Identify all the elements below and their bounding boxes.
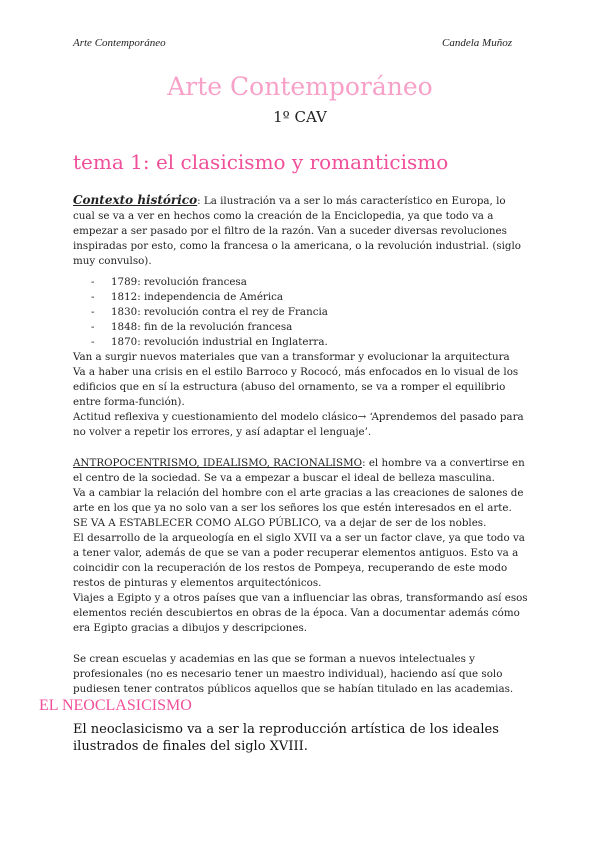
antropocentrismo-text: : el hombre va a convertirse en el centro de la sociedad. Se va a empezar a buscar el ideal de belleza masculina. [73, 457, 525, 484]
antropocentrismo-label: ANTROPOCENTRISMO, IDEALISMO, RACIONALISMO [73, 457, 363, 469]
paragraph-academias: Se crean escuelas y academias en las que se forman a nuevos intelectuales y profesionales (no es necesario tener un maestro individual), haciendo así que solo pudiesen tener contratos públicos aquellos que se habían titulado en las academias. [73, 653, 514, 695]
body-text [73, 193, 529, 697]
list-item: - 1812: independencia de América [91, 290, 529, 305]
list-item: - 1870: revolución industrial en Inglaterra. [91, 335, 529, 350]
header-course: Arte Contemporáneo [73, 37, 166, 49]
paragraph-actitud-reflexiva: Actitud reflexiva y cuestionamiento del modelo clásico→ ‘Aprendemos del pasado para no volver a repetir los errores, y así adaptar el lenguaje’. [73, 411, 524, 438]
paragraph-arqueologia: El desarrollo de la arqueología en el siglo XVII va a ser un factor clave, ya que todo va a tener valor, además de que se van a poder recuperar elementos antiguos. Esto va a coincidir con la recuperación de los restos de Pompeya, recuperando de este modo restos de pinturas y elementos arquitectónicos. [73, 532, 525, 589]
contexto-text: : La ilustración va a ser lo más característico en Europa, lo cual se va a ver en hechos como la creación de la Enciclopedia, ya que todo va a empezar a ser pasado por el filtro de la razón. Van a suceder diversas revoluciones inspiradas por esto, como la francesa o la americana, o la revolución industrial. (siglo muy convulso). [73, 195, 522, 267]
contexto-label: Contexto histórico [73, 193, 198, 207]
list-item: - 1830: revolución contra el rey de Francia [91, 305, 529, 320]
spacer [73, 440, 529, 456]
document-title: Arte Contemporáneo [167, 72, 433, 101]
document-subtitle: 1º CAV [273, 108, 327, 126]
paragraph-salones-arte: Va a cambiar la relación del hombre con el arte gracias a las creaciones de salones de arte en los que ya no solo van a ser los señores los que estén interesados en el arte. SE VA A ESTABLECER COMO ALGO PÚBLICO, va a dejar de ser de los nobles. [73, 487, 524, 529]
contexto-paragraph [73, 193, 529, 269]
paragraph-crisis-barroco: Va a haber una crisis en el estilo Barroco y Rococó, más enfocados en lo visual de los edificios que en sí la estructura (abuso del ornamento, se va a romper el equilibrio entre forma-función). [73, 366, 519, 408]
list-item: - 1789: revolución francesa [91, 275, 529, 290]
paragraph-egipto: Viajes a Egipto y a otros países que van a influenciar las obras, transformando así esos elementos recién descubiertos en obras de la época. Van a documentar además cómo era Egipto gracias a dibujos y descripciones. [73, 592, 528, 634]
paragraph-antropocentrismo [73, 456, 529, 486]
events-list [91, 275, 529, 350]
section-heading-tema-1: tema 1: el clasicismo y romanticismo [73, 150, 449, 174]
spacer [73, 636, 529, 652]
header-author: Candela Muñoz [442, 37, 512, 49]
page-header [73, 37, 512, 49]
section-heading-neoclasicismo: EL NEOCLASICISMO [39, 697, 192, 714]
list-item: - 1848: fin de la revolución francesa [91, 320, 529, 335]
paragraph-materiales: Van a surgir nuevos materiales que van a transformar y evolucionar la arquitectura [73, 351, 510, 363]
neoclasicismo-text: El neoclasicismo va a ser la reproducción artística de los ideales ilustrados de finales del siglo XVIII. [73, 722, 499, 754]
